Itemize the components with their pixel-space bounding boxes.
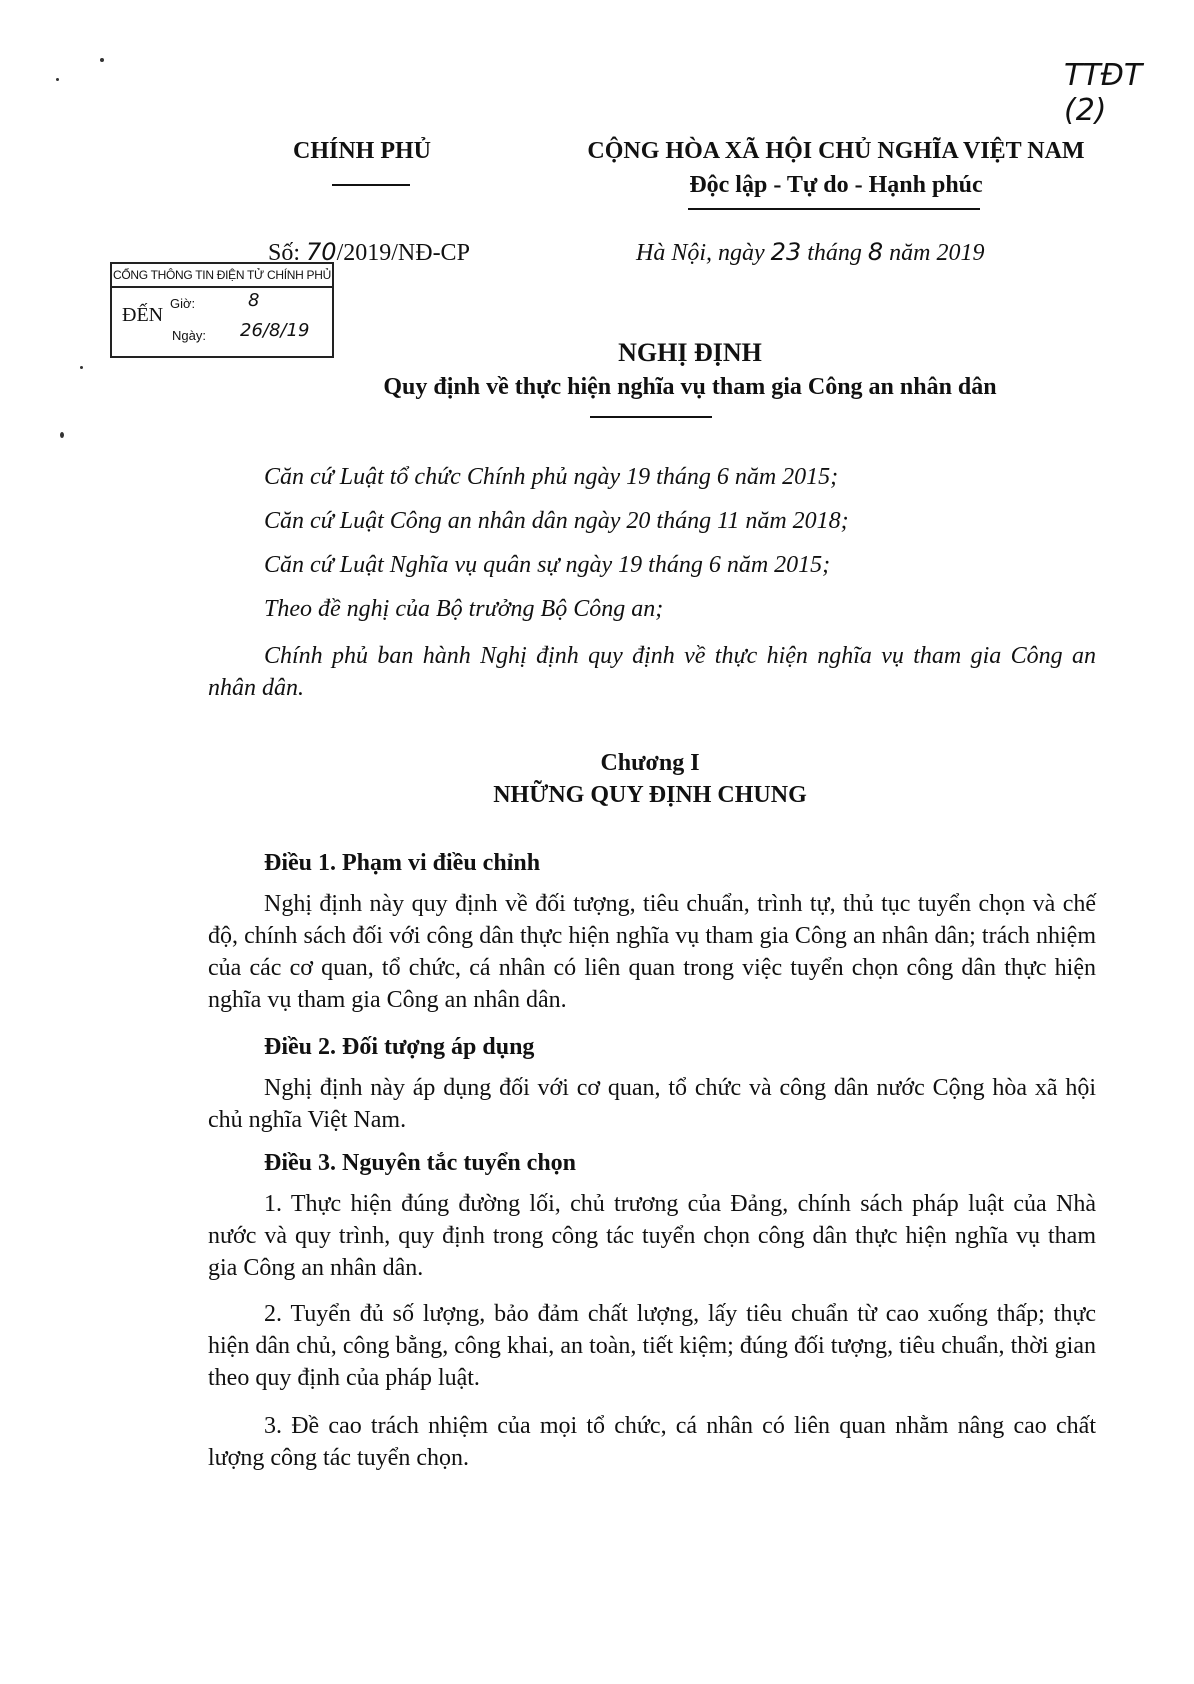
preamble-enactment: Chính phủ ban hành Nghị định quy định về thực hiện nghĩa vụ tham gia Công an nhân dân.	[208, 643, 1096, 701]
preamble-line: Căn cứ Luật Nghĩa vụ quân sự ngày 19 tháng 6 năm 2015;	[264, 552, 831, 578]
chapter-title: NHỮNG QUY ĐỊNH CHUNG	[493, 782, 807, 808]
article-heading: Điều 3. Nguyên tắc tuyển chọn	[264, 1150, 577, 1176]
article-paragraph: 3. Đề cao trách nhiệm của mọi tổ chức, cá nhân có liên quan nhằm nâng cao chất lượng công tác tuyển chọn.	[208, 1413, 1096, 1471]
scan-speck	[100, 58, 104, 62]
motto-underline	[688, 208, 980, 210]
place-date-part: tháng	[801, 240, 868, 266]
stamp-date-label: Ngày:	[172, 328, 206, 343]
article-paragraph: 1. Thực hiện đúng đường lối, chủ trương của Đảng, chính sách pháp luật của Nhà nước và quy trình, quy định trong công tác tuyển chọn công dân thực hiện nghĩa vụ tham gia Công an nhân dân.	[208, 1191, 1096, 1281]
issuer-underline	[332, 184, 410, 186]
article-paragraph: 2. Tuyển đủ số lượng, bảo đảm chất lượng, lấy tiêu chuẩn từ cao xuống thấp; thực hiện dân chủ, công bằng, công khai, an toàn, tiết kiệm; đúng đối tượng, tiêu chuẩn, thời gian theo quy định của pháp luật.	[208, 1301, 1096, 1391]
nation-name: CỘNG HÒA XÃ HỘI CHỦ NGHĨA VIỆT NAM	[587, 138, 1085, 164]
subject-underline	[590, 416, 712, 418]
preamble-line: Căn cứ Luật Công an nhân dân ngày 20 tháng 11 năm 2018;	[264, 508, 849, 534]
article-heading: Điều 1. Phạm vi điều chỉnh	[264, 850, 541, 876]
place-date-part: Hà Nội, ngày	[636, 240, 771, 266]
article-paragraph: Nghị định này quy định về đối tượng, tiêu chuẩn, trình tự, thủ tục tuyển chọn và chế độ, chính sách đối với công dân thực hiện nghĩa vụ tham gia Công an nhân dân; trách nhiệm của các cơ quan, tổ chức, cá nhân có liên quan trong việc tuyển chọn công dân thực hiện nghĩa vụ tham gia Công an nhân dân.	[208, 891, 1096, 1013]
issuer-name: CHÍNH PHỦ	[293, 138, 431, 164]
stamp-title: CỔNG THÔNG TIN ĐIỆN TỬ CHÍNH PHỦ	[112, 264, 332, 288]
stamp-received-label: ĐẾN	[122, 304, 164, 326]
stamp-time-value: 8	[248, 290, 260, 311]
document-type: NGHỊ ĐỊNH	[618, 338, 762, 367]
article-heading: Điều 2. Đối tượng áp dụng	[264, 1034, 535, 1060]
national-motto: Độc lập - Tự do - Hạnh phúc	[689, 172, 983, 198]
stamp-time-label: Giờ:	[170, 296, 196, 311]
scan-speck	[80, 366, 83, 369]
document-subject: Quy định về thực hiện nghĩa vụ tham gia Công an nhân dân	[383, 374, 997, 400]
corner-handwritten-note: TTĐT (2)	[1064, 58, 1143, 128]
scan-speck	[56, 78, 59, 81]
article-paragraph: Nghị định này áp dụng đối với cơ quan, tổ chức và công dân nước Cộng hòa xã hội chủ nghĩa Việt Nam.	[208, 1075, 1096, 1133]
number-prefix: Số:	[268, 240, 307, 266]
number-suffix: /2019/NĐ-CP	[336, 240, 470, 266]
preamble-line: Theo đề nghị của Bộ trưởng Bộ Công an;	[264, 596, 664, 622]
date-month-handwritten: 8	[867, 238, 884, 266]
chapter-number: Chương I	[600, 750, 700, 776]
scan-speck	[60, 432, 64, 438]
preamble-line: Căn cứ Luật tổ chức Chính phủ ngày 19 tháng 6 năm 2015;	[264, 464, 839, 490]
date-day-handwritten: 23	[770, 238, 802, 266]
place-and-date	[636, 238, 985, 267]
stamp-date-value: 26/8/19	[240, 320, 310, 341]
place-date-part: năm 2019	[883, 240, 985, 266]
number-handwritten: 70	[306, 238, 337, 266]
